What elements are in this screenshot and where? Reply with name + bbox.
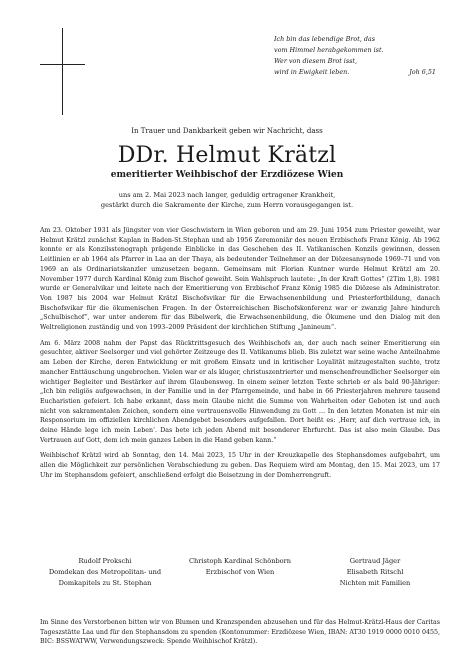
quote-line: wird in Ewigkeit leben. <box>274 68 350 76</box>
death-notice-line: gestärkt durch die Sakramente der Kirche, zum Herrn vorausgegangen ist. <box>100 201 354 209</box>
quote-line: vom Himmel herabgekommen ist. <box>274 46 384 54</box>
death-notice-line: uns am 2. Mai 2023 nach langer, geduldig ertragener Krankheit, <box>118 191 336 199</box>
cross-horizontal-bar <box>40 64 85 65</box>
cross-vertical-bar <box>62 28 63 115</box>
deceased-name: DDr. Helmut Krätzl <box>117 143 337 168</box>
signatory-role: Domkapitels zu St. Stephan <box>58 579 152 587</box>
signatory-role: Nichten mit Familien <box>339 579 411 587</box>
signatory-name: Gertraud Jäger <box>349 557 401 565</box>
signatory-name: Rudolf Prokschi <box>78 557 132 565</box>
signatory-role: Erzbischof von Wien <box>205 568 275 576</box>
bible-quote <box>274 34 442 78</box>
signatory-role: Domdekan des Metropolitan- und <box>48 568 162 576</box>
signatory-name: Elisabeth Ritschl <box>346 568 404 576</box>
intro-text: In Trauer und Dankbarkeit geben wir Nachricht, dass <box>131 127 323 135</box>
signatory <box>310 556 440 589</box>
signatory-name: Christoph Kardinal Schönborn <box>188 557 292 565</box>
quote-line: Wer von diesem Brot isst, <box>274 57 357 65</box>
quote-line: Ich bin das lebendige Brot, das <box>274 35 376 43</box>
biography-paragraph: Am 6. März 2008 nahm der Papst das Rücktrittsgesuch des Weihbischofs an, der auch nach seiner Emeritierung ein gesuchter, aktiver Seelsorger und viel gehörter Zeitzeuge des II. Vatikanums blieb. Bis zuletzt war seine wache Anteilnahme am Leben der Kirche, deren Entwicklung er mit großem Einsatz und in kritischer Loyalität mitzugestalten suchte, trotz mancher Enttäuschung ungebrochen. Vielen war er als kluger, christuszentrierter und menschenfreundlicher Seelsorger ein wichtiger Begleiter und Bestärker auf ihrem Glaubensweg. In einem seiner letzten Texte schrieb er als bald 90-Jähriger: „Ich bin religiös aufgewachsen, in der Familie und in der Pfarrgemeinde, und habe in 66 Priesterjahren mehrere tausend Eucharistien gefeiert. Ich habe erkannt, dass mein Glaube nicht die Summe von Wahrheiten oder Geboten ist und auch nicht von sakramentalen Zeichen, sondern eine vertrauensvolle Hinwendung zu Gott … In den letzten Monaten ist mir ein Responsorium im offiziellen kirchlichen Abendgebet besonders aufgefallen. Dort heißt es: ‚Herr, auf dich vertraue ich, in deine Hände lege ich mein Leben‘. Das bete ich jeden Abend mit besonderer Ehrfurcht. Das ist also mein Glaube. Das Vertrauen auf Gott, dem ich mein ganzes Leben in die Hand geben kann.“ <box>40 339 440 444</box>
quote-reference: Joh 6,51 <box>409 68 436 76</box>
biography <box>40 226 440 487</box>
biography-paragraph: Am 23. Oktober 1931 als Jüngster von vier Geschwistern in Wien geboren und am 29. Juni 1954 zum Priester geweiht, war Helmut Krätzl zunächst Kaplan in Baden-St.Stephan und ab 1956 Zeremoniär des neuen Erzbischofs Franz König. Ab 1962 konnte er als Konzilsstenograph prägende Einblicke in das Geschehen des II. Vatikanischen Konzils gewinnen, dessen Leitlinien er ab 1964 als Pfarrer in Laa an der Thaya, als bedeutender Teilnehmer an der Diözesansynode 1969–71 und von 1969 an als Ordinariatskanzler umzusetzen begann. Gemeinsam mit Florian Kuntner wurde Helmut Krätzl am 20. November 1977 durch Kardinal König zum Bischof geweiht. Sein Wahlspruch lautete: „In der Kraft Gottes“ (2Tim 1,8). 1981 wurde er Generalvikar und leitete nach der Emeritierung von Erzbischof Franz König 1985 die Diözese als Administrator. Von 1987 bis 2004 war Helmut Krätzl Bischofsvikar für die Erwachsenenbildung und Priesterfortbildung, danach Bischofsvikar für die ökumenischen Fragen. In der Österreichischen Bischofskonferenz war er zwanzig Jahre hindurch „Schulbischof“, war unter anderem für das Bibelwerk, die Erwachsenenbildung, die Ökumene und den Dialog mit den Weltreligionen zuständig und von 1993–2009 Präsident der kirchlichen Stiftung „Janineum“. <box>40 227 440 332</box>
signatory <box>40 556 170 589</box>
signatory <box>175 556 305 578</box>
death-notice <box>0 190 454 210</box>
funeral-details-paragraph: Weihbischof Krätzl wird ab Sonntag, den 14. Mai 2023, 15 Uhr in der Kreuzkapelle des Stephansdomes aufgebahrt, um allen die Möglichkeit zur persönlichen Verabschiedung zu geben. Das Requiem wird am Montag, den 15. Mai 2023, um 17 Uhr im Stephansdom gefeiert, anschließend erfolgt die Beisetzung in der Domherrengruft. <box>40 452 440 479</box>
donation-request: Im Sinne des Verstorbenen bitten wir von Blumen und Kranzspenden abzusehen und für das Helmut-Krätzl-Haus der Caritas Tageszstätte Laa und für den Stephansdom zu spenden (Kontonummer: Erzdiözese Wien, IBAN: AT30 1919 0000 0010 0455, BIC: BSSWATWW, Verwendungszweck: Spende Weihbischof Krätzl). <box>40 619 440 646</box>
deceased-title: emeritierter Weihbischof der Erzdiözese Wien <box>110 170 344 180</box>
